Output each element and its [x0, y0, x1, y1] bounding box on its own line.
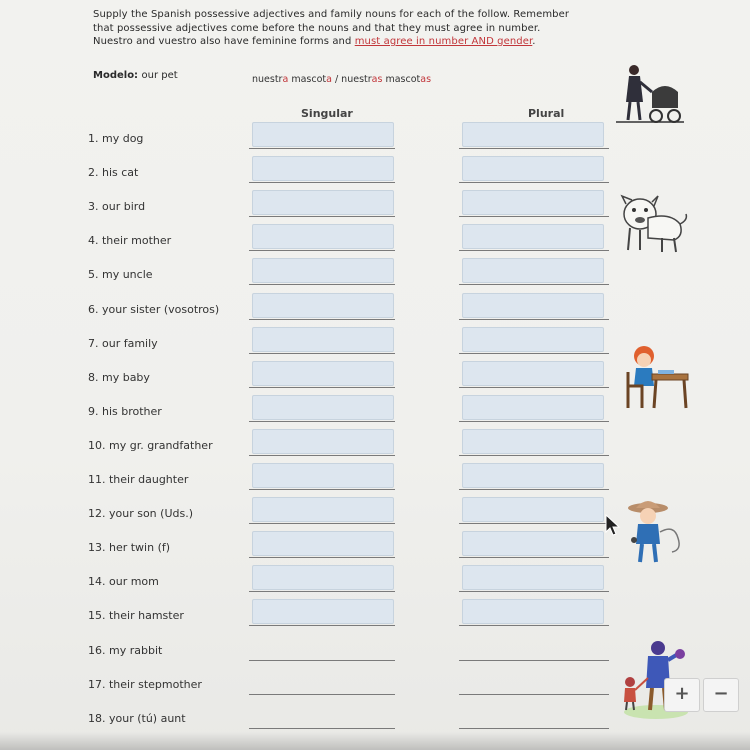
- plural-answer-line: [459, 319, 609, 320]
- plural-answer-line: [459, 694, 609, 695]
- plural-column-header: Plural: [528, 107, 565, 120]
- singular-answer-field[interactable]: [252, 122, 394, 147]
- plural-answer-field[interactable]: [462, 122, 604, 147]
- plural-answer-field[interactable]: [462, 224, 604, 249]
- exercise-prompt: 18. your (tú) aunt: [88, 711, 186, 725]
- exercise-prompt: 12. your son (Uds.): [88, 507, 193, 521]
- singular-answer-line: [249, 523, 395, 524]
- exercise-prompt: 1. my dog: [88, 132, 144, 145]
- singular-answer-field[interactable]: [252, 224, 394, 249]
- exercise-prompt: 4. their mother: [88, 234, 172, 248]
- plural-answer-field[interactable]: [462, 293, 604, 318]
- plural-answer-line: [459, 284, 609, 285]
- instructions-line-1: Supply the Spanish possessive adjectives and family nouns for each of the follow. Remember: [93, 9, 570, 20]
- exercise-prompt: 8. my baby: [88, 370, 150, 384]
- plural-answer-field[interactable]: [462, 497, 604, 522]
- singular-answer-field[interactable]: [252, 395, 394, 420]
- plural-answer-field[interactable]: [462, 531, 604, 556]
- plural-answer-field[interactable]: [462, 599, 604, 624]
- plural-answer-field[interactable]: [462, 429, 604, 454]
- singular-answer-field[interactable]: [252, 429, 394, 454]
- singular-answer-field[interactable]: [252, 463, 394, 488]
- plural-answer-line: [459, 216, 609, 217]
- exercise-prompt: 10. my gr. grandfather: [88, 438, 213, 452]
- singular-column-header: Singular: [301, 107, 353, 120]
- plural-answer-field[interactable]: [462, 361, 604, 386]
- plural-answer-line: [459, 421, 609, 422]
- agreement-emphasis: must agree in number AND gender: [354, 36, 533, 47]
- exercise-prompt: 17. their stepmother: [88, 677, 202, 691]
- exercise-prompt: 13. her twin (f): [88, 541, 171, 555]
- exercise-prompt: 6. your sister (vosotros): [88, 302, 220, 316]
- singular-answer-line: [249, 216, 395, 217]
- plural-answer-line: [459, 455, 609, 456]
- woman-with-stroller-clipart: [612, 62, 686, 126]
- modelo-answer-part: nuestr: [252, 74, 283, 85]
- instructions-period: .: [532, 36, 536, 47]
- exercise-prompt: 15. their hamster: [88, 609, 184, 623]
- singular-answer-field[interactable]: [252, 156, 394, 181]
- exercise-prompt: 7. our family: [88, 336, 158, 350]
- instructions-line-2: that possessive adjectives come before the nouns and that they must agree in number.: [93, 22, 541, 34]
- plural-answer-line: [459, 591, 609, 592]
- singular-answer-line: [249, 250, 395, 251]
- singular-answer-line: [249, 591, 395, 592]
- cowboy-kid-clipart: [624, 494, 690, 570]
- exercise-prompt: 11. their daughter: [88, 473, 189, 486]
- modelo-answer-part: mascot: [288, 74, 327, 85]
- singular-answer-line: [249, 694, 395, 695]
- singular-answer-line: [249, 421, 395, 422]
- mouse-pointer-icon: [604, 514, 622, 536]
- plural-answer-line: [459, 250, 609, 251]
- instructions-line-3: [93, 35, 633, 49]
- plural-answer-line: [459, 625, 609, 626]
- singular-answer-line: [249, 455, 395, 456]
- plural-answer-line: [459, 353, 609, 354]
- singular-answer-line: [249, 148, 395, 149]
- plural-answer-line: [459, 728, 609, 729]
- singular-answer-line: [249, 353, 395, 354]
- instructions: [93, 8, 633, 49]
- plural-answer-line: [459, 523, 609, 524]
- bulldog-clipart: [618, 190, 690, 256]
- singular-answer-line: [249, 319, 395, 320]
- modelo-answer-part: mascot: [382, 74, 421, 85]
- exercise-prompt: 14. our mom: [88, 575, 159, 589]
- modelo-answer-ending: as: [420, 74, 432, 85]
- singular-answer-line: [249, 284, 395, 285]
- plural-answer-line: [459, 660, 609, 661]
- modelo-label: Modelo:: [93, 70, 139, 81]
- singular-answer-line: [249, 625, 395, 626]
- exercise-prompt: 2. his cat: [88, 166, 139, 180]
- exercise-prompt: 16. my rabbit: [88, 643, 163, 657]
- exercise-prompt: 3. our bird: [88, 200, 146, 214]
- singular-answer-field[interactable]: [252, 293, 394, 318]
- plural-answer-field[interactable]: [462, 463, 604, 488]
- singular-answer-field[interactable]: [252, 497, 394, 522]
- exercise-prompt: 5. my uncle: [88, 268, 153, 282]
- modelo-row: [93, 70, 178, 81]
- singular-answer-line: [249, 387, 395, 388]
- singular-answer-field[interactable]: [252, 361, 394, 386]
- plural-answer-line: [459, 387, 609, 388]
- modelo-answer-ending: a: [282, 74, 289, 85]
- exercise-prompt: 9. his brother: [88, 404, 162, 418]
- modelo-answer: [252, 74, 431, 85]
- plural-answer-line: [459, 557, 609, 558]
- plural-answer-field[interactable]: [462, 190, 604, 215]
- page-edge-shadow: [0, 732, 750, 750]
- zoom-out-button[interactable]: −: [703, 678, 739, 712]
- singular-answer-field[interactable]: [252, 190, 394, 215]
- singular-answer-line: [249, 660, 395, 661]
- plural-answer-line: [459, 489, 609, 490]
- singular-answer-field[interactable]: [252, 565, 394, 590]
- plural-answer-field[interactable]: [462, 258, 604, 283]
- singular-answer-line: [249, 182, 395, 183]
- plural-answer-line: [459, 182, 609, 183]
- instructions-line-3-text: Nuestro and vuestro also have feminine forms and: [93, 36, 355, 47]
- singular-answer-line: [249, 728, 395, 729]
- singular-answer-line: [249, 489, 395, 490]
- singular-answer-field[interactable]: [252, 531, 394, 556]
- zoom-in-button[interactable]: +: [664, 678, 700, 712]
- modelo-answer-ending: a: [326, 74, 332, 85]
- singular-answer-field[interactable]: [252, 258, 394, 283]
- modelo-answer-ending: as: [371, 74, 383, 85]
- plural-answer-field[interactable]: [462, 395, 604, 420]
- modelo-prompt: our pet: [141, 70, 178, 81]
- plural-answer-line: [459, 148, 609, 149]
- singular-answer-field[interactable]: [252, 599, 394, 624]
- modelo-answer-part: / nuestr: [331, 74, 372, 85]
- plural-answer-field[interactable]: [462, 327, 604, 352]
- plural-answer-field[interactable]: [462, 565, 604, 590]
- singular-answer-field[interactable]: [252, 327, 394, 352]
- plural-answer-field[interactable]: [462, 156, 604, 181]
- singular-answer-line: [249, 557, 395, 558]
- girl-at-desk-clipart: [622, 342, 692, 414]
